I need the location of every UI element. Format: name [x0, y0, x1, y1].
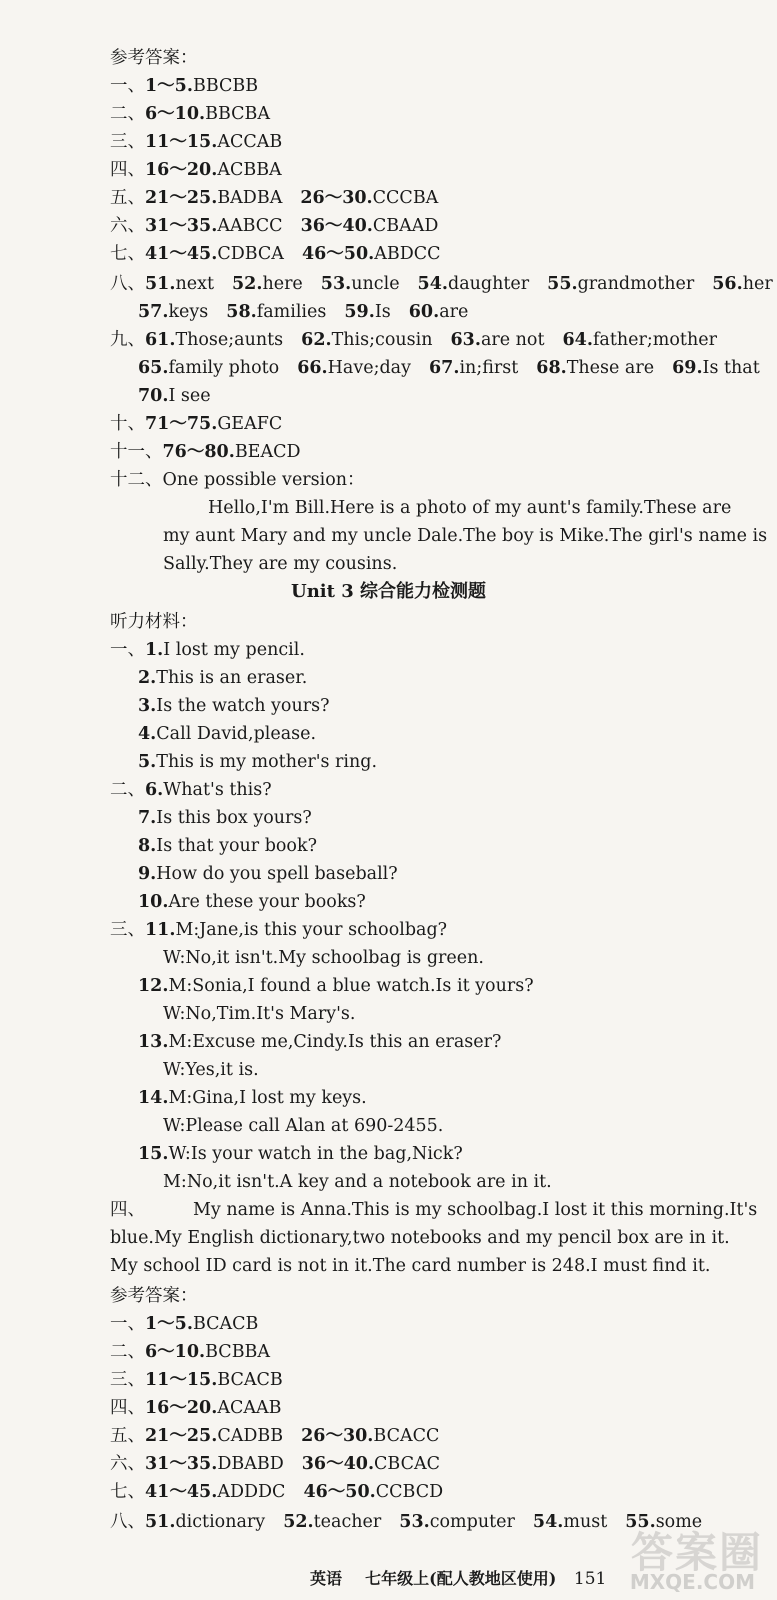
- dialogue-a: W:Yes,it is.: [163, 1060, 259, 1080]
- answer-line: 一、1～5.BCACB: [110, 1314, 259, 1334]
- answer-line: 三、11～15.BCACB: [110, 1370, 283, 1390]
- answer-line: 三、11～15.ACCAB: [110, 132, 283, 152]
- dialogue-q: 15.W:Is your watch in the bag,Nick?: [138, 1144, 463, 1164]
- answer-line: 六、31～35.AABCC 36～40.CBAAD: [110, 216, 439, 236]
- unit-title: Unit 3 综合能力检测题: [291, 581, 486, 602]
- page-number: 151: [573, 1569, 607, 1589]
- answer-line: 七、41～45.ADDDC 46～50.CCBCD: [110, 1482, 444, 1502]
- answer-line-eight-cont: 57.keys 58.families 59.Is 60.are: [138, 302, 469, 322]
- listening-item: 4.Call David,please.: [138, 724, 317, 744]
- listening-item: 9.How do you spell baseball?: [138, 864, 398, 884]
- answer-line: 二、6～10.BCBBA: [110, 1342, 271, 1362]
- dialogue-q: 13.M:Excuse me,Cindy.Is this an eraser?: [138, 1032, 502, 1052]
- answer-line: 十一、76～80.BEACD: [110, 442, 301, 462]
- listening-item: 5.This is my mother's ring.: [138, 752, 378, 772]
- answer-line: 一、1～5.BBCBB: [110, 76, 259, 96]
- listening-item: 2.This is an eraser.: [138, 668, 308, 688]
- listening-item: 8.Is that your book?: [138, 836, 317, 856]
- essay-line: Sally.They are my cousins.: [163, 554, 398, 574]
- answer-line-eight: 八、51.dictionary 52.teacher 53.computer 54.must 55.some: [110, 1512, 703, 1532]
- footer-grade: 七年级上(配人教地区使用): [365, 1569, 557, 1588]
- dialogue-q: 12.M:Sonia,I found a blue watch.Is it yours?: [138, 976, 534, 996]
- answers-label: 参考答案：: [110, 1286, 198, 1306]
- passage-line: My school ID card is not in it.The card number is 248.I must find it.: [110, 1256, 711, 1276]
- answer-line-eight: 八、51.next 52.here 53.uncle 54.daughter 55.grandmother 56.her: [110, 274, 773, 294]
- answers-label: 参考答案：: [110, 48, 198, 68]
- dialogue-a: W:No,Tim.It's Mary's.: [163, 1004, 356, 1024]
- passage-line: blue.My English dictionary,two notebooks and my pencil box are in it.: [110, 1228, 730, 1248]
- answer-line-nine-cont: 70.I see: [138, 386, 211, 406]
- answer-line-nine-cont: 65.family photo 66.Have;day 67.in;first 68.These are 69.Is that: [138, 358, 760, 378]
- answer-line: 二、6～10.BBCBA: [110, 104, 271, 124]
- answer-line: 五、21～25.BADBA 26～30.CCCBA: [110, 188, 439, 208]
- answer-line: 四、16～20.ACBBA: [110, 160, 282, 180]
- dialogue-q: 三、11.M:Jane,is this your schoolbag?: [110, 920, 448, 940]
- listening-item: 二、6.What's this?: [110, 780, 272, 800]
- dialogue-a: M:No,it isn't.A key and a notebook are in it.: [163, 1172, 552, 1192]
- dialogue-a: W:No,it isn't.My schoolbag is green.: [163, 948, 484, 968]
- answer-line-nine: 九、61.Those;aunts 62.This;cousin 63.are not 64.father;mother: [110, 330, 717, 350]
- answer-line: 十、71～75.GEAFC: [110, 414, 283, 434]
- dialogue-a: W:Please call Alan at 690-2455.: [163, 1116, 444, 1136]
- listening-label: 听力材料：: [110, 612, 198, 632]
- watermark-url: MXQE.COM: [629, 1570, 755, 1594]
- page-footer: [310, 1566, 606, 1589]
- essay-line: Hello,I'm Bill.Here is a photo of my aunt's family.These are: [208, 498, 732, 518]
- answer-line-twelve: 十二、One possible version：: [110, 470, 365, 490]
- listening-item: 10.Are these your books?: [138, 892, 366, 912]
- answer-line: 六、31～35.DBABD 36～40.CBCAC: [110, 1454, 441, 1474]
- answer-line: 四、16～20.ACAAB: [110, 1398, 282, 1418]
- listening-item: 一、1.I lost my pencil.: [110, 640, 305, 660]
- watermark-logo: 答案圈: [630, 1528, 763, 1577]
- answer-line: 五、21～25.CADBB 26～30.BCACC: [110, 1426, 440, 1446]
- passage-line: 四、 My name is Anna.This is my schoolbag.I lost it this morning.It's: [110, 1200, 758, 1220]
- answer-line: 七、41～45.CDBCA 46～50.ABDCC: [110, 244, 441, 264]
- listening-item: 7.Is this box yours?: [138, 808, 312, 828]
- dialogue-q: 14.M:Gina,I lost my keys.: [138, 1088, 367, 1108]
- listening-item: 3.Is the watch yours?: [138, 696, 330, 716]
- essay-line: my aunt Mary and my uncle Dale.The boy is Mike.The girl's name is: [163, 526, 768, 546]
- footer-subject: 英语: [310, 1569, 343, 1588]
